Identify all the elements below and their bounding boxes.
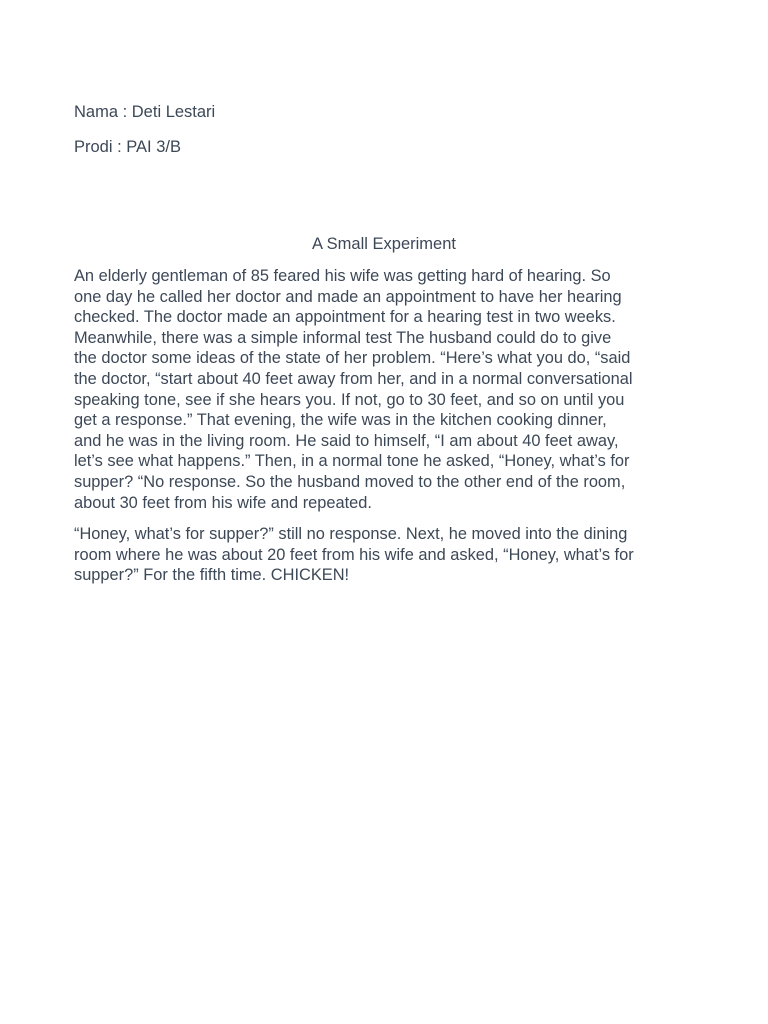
paragraph-line: speaking tone, see if she hears you. If not, go to 30 feet, and so on until you (74, 390, 625, 409)
study-program-line: Prodi : PAI 3/B (74, 138, 181, 156)
paragraph-line: and he was in the living room. He said to himself, “I am about 40 feet away, (74, 431, 619, 450)
story-paragraph-1 (74, 266, 704, 513)
paragraph-line: checked. The doctor made an appointment for a hearing test in two weeks. (74, 308, 616, 327)
paragraph-line: “Honey, what’s for supper?” still no response. Next, he moved into the dining (74, 525, 628, 543)
paragraph-line: about 30 feet from his wife and repeated. (74, 493, 372, 512)
paragraph-line: get a response.” That evening, the wife was in the kitchen cooking dinner, (74, 411, 607, 430)
paragraph-line: the doctor, “start about 40 feet away from her, and in a normal conversational (74, 369, 633, 388)
paragraph-line: An elderly gentleman of 85 feared his wife was getting hard of hearing. So (74, 267, 611, 285)
paragraph-line: room where he was about 20 feet from his wife and asked, “Honey, what’s for (74, 545, 634, 564)
story-paragraph-2 (74, 524, 704, 586)
paragraph-line: the doctor some ideas of the state of her problem. “Here’s what you do, “said (74, 349, 631, 368)
paragraph-line: supper? “No response. So the husband moved to the other end of the room, (74, 472, 626, 491)
student-name-line: Nama : Deti Lestari (74, 103, 216, 121)
paragraph-line: one day he called her doctor and made an appointment to have her hearing (74, 287, 622, 306)
paragraph-line: let’s see what happens.” Then, in a normal tone he asked, “Honey, what’s for (74, 452, 630, 471)
paragraph-line: supper?” For the fifth time. CHICKEN! (74, 566, 350, 585)
paragraph-line: Meanwhile, there was a simple informal test The husband could do to give (74, 328, 612, 347)
document-title: A Small Experiment (312, 235, 456, 253)
